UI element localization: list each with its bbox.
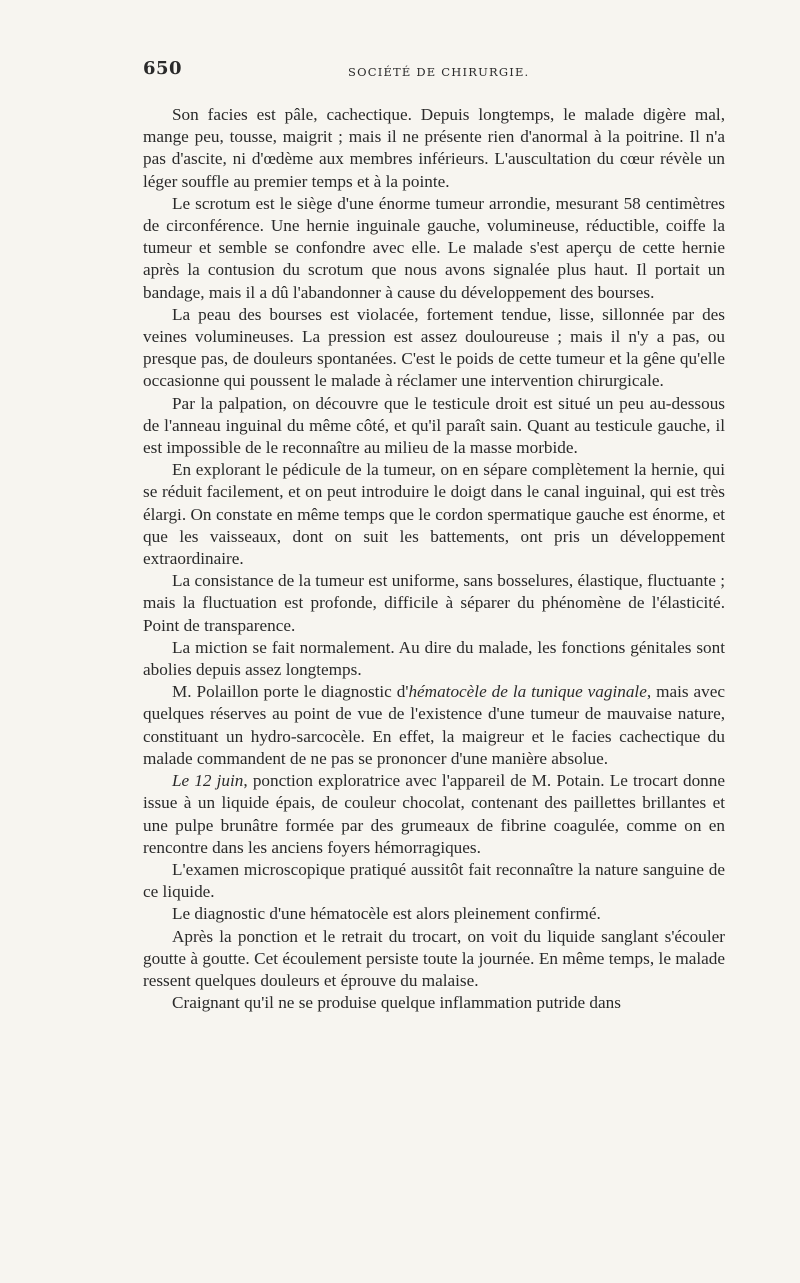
running-title: SOCIÉTÉ DE CHIRURGIE. — [348, 65, 530, 79]
paragraph-text: M. Polaillon porte le diagnostic d' — [172, 682, 409, 702]
body-text — [143, 104, 725, 1014]
italic-date: Le 12 juin — [172, 771, 244, 791]
paragraph: Le scrotum est le siège d'une énorme tumeur arrondie, mesurant 58 centimètres de circonférence. Une hernie inguinale gauche, volumineuse, réductible, coiffe la tumeur et semble se confondre avec elle. Le malade s'est aperçu de cette hernie après la contusion du scrotum que nous avons signalée plus haut. Il portait un bandage, mais il a dû l'abandonner à cause du développement des bourses. — [143, 193, 725, 302]
page-header — [143, 58, 725, 88]
paragraph-text: , mais avec quelques réserves au point de vue de l'existence d'une tumeur de mauvaise nature, constituant un hydro-sarcocèle. En effet, la maigreur et le facies cachectique du malade commandent de ne pas se prononcer d'une manière absolue. — [143, 682, 725, 768]
paragraph: L'examen microscopique pratiqué aussitôt fait reconnaître la nature sanguine de ce liquide. — [143, 859, 725, 902]
paragraph: Craignant qu'il ne se produise quelque inflammation putride dans — [172, 993, 621, 1013]
paragraph: En explorant le pédicule de la tumeur, on en sépare complètement la hernie, qui se réduit facilement, et on peut introduire le doigt dans le canal inguinal, qui est très élargi. On constate en même temps que le cordon spermatique gauche est énorme, et que les vaisseaux, dont on suit les battements, ont pris un développement extraordinaire. — [143, 460, 725, 569]
paragraph-text: , ponction exploratrice avec l'appareil de M. Potain. Le trocart donne issue à un liquide épais, de couleur chocolat, contenant des paillettes brillantes et une pulpe brunâtre formée par des grumeaux de fibrine coagulée, comme on en rencontre dans les anciens foyers hémorragiques. — [143, 771, 725, 857]
paragraph — [143, 770, 725, 859]
paragraph — [143, 681, 725, 770]
paragraph: Le diagnostic d'une hématocèle est alors pleinement confirmé. — [172, 904, 601, 924]
page-number: 650 — [143, 58, 183, 79]
paragraph: La miction se fait normalement. Au dire du malade, les fonctions génitales sont abolies depuis assez longtemps. — [143, 637, 725, 680]
paragraph: Après la ponction et le retrait du trocart, on voit du liquide sanglant s'écouler goutte à goutte. Cet écoulement persiste toute la journée. En même temps, le malade ressent quelques douleurs et éprouve du malaise. — [143, 926, 725, 990]
paragraph: La peau des bourses est violacée, fortement tendue, lisse, sillonnée par des veines volumineuses. La pression est assez douloureuse ; mais il n'y a pas, ou presque pas, de douleurs spontanées. C'est le poids de cette tumeur et la gêne qu'elle occasionne qui poussent le malade à réclamer une intervention chirurgicale. — [143, 304, 725, 391]
paragraph: Son facies est pâle, cachectique. Depuis longtemps, le malade digère mal, mange peu, tousse, maigrit ; mais il ne présente rien d'anormal à la poitrine. Il n'a pas d'ascite, ni d'œdème aux membres inférieurs. L'auscultation du cœur révèle un léger souffle au premier temps et à la pointe. — [143, 105, 725, 191]
paragraph: La consistance de la tumeur est uniforme, sans bosselures, élastique, fluctuante ; mais la fluctuation est profonde, difficile à séparer du phénomène de l'élasticité. Point de transparence. — [143, 571, 725, 635]
italic-term: hématocèle de la tunique vaginale — [408, 682, 647, 702]
paragraph: Par la palpation, on découvre que le testicule droit est situé un peu au-dessous de l'anneau inguinal du même côté, et qu'il paraît sain. Quant au testicule gauche, il est impossible de le reconnaître au milieu de la masse morbide. — [143, 393, 725, 458]
